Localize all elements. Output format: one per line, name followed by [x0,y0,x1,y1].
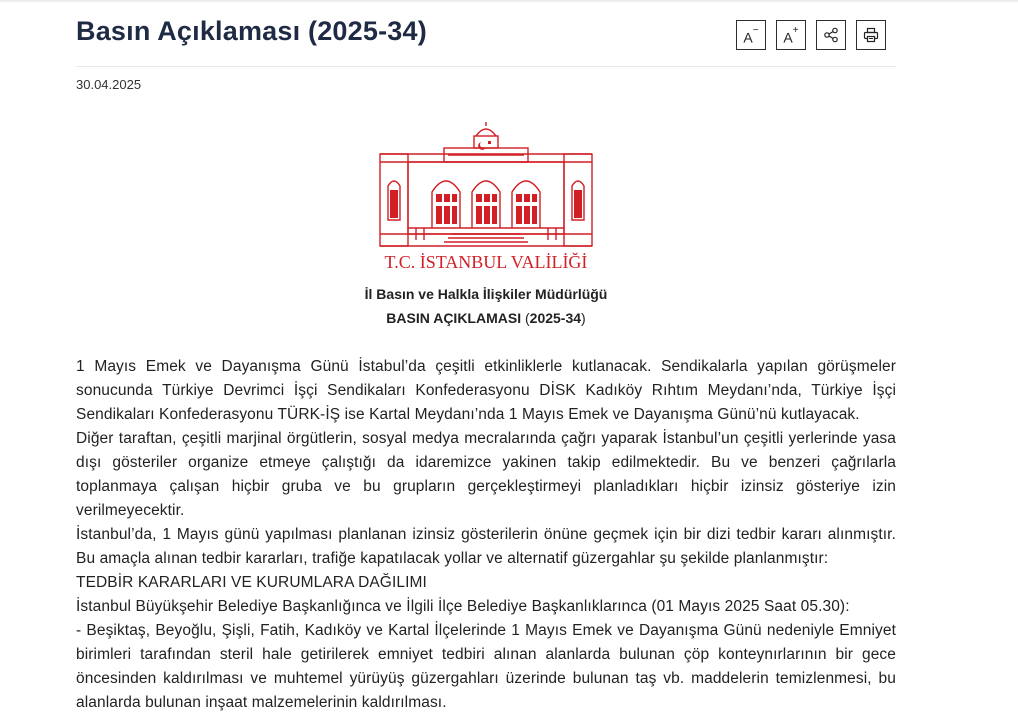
article [76,0,896,711]
statement-code: BASIN AÇIKLAMASI (2025-34) [386,310,586,326]
article-header [76,0,896,67]
font-decrease-icon: A− [743,24,759,46]
article-toolbar [736,20,886,50]
office-name: İl Basın ve Halkla İlişkiler Müdürlüğü [364,286,608,302]
font-increase-button[interactable] [776,20,806,50]
page-title: Basın Açıklaması (2025-34) [76,16,427,46]
print-button[interactable] [856,20,886,50]
paragraph: - Beşiktaş, Beyoğlu, Şişli, Fatih, Kadıköy ve Kartal İlçelerinde 1 Mayıs Emek ve Dayanışma Günü nedeniyle Emniyet birimleri tarafından steril hale getirilerek emniyet tedbiri alınan alanlarda bulunan çöp konteynırlarının bir gece öncesinden kaldırılması ve muhtemel yürüyüş güzergahları üzerinde bulunan taş vb. maddelerin temizlenmesi, bu alanlarda bulunan inşaat malzemelerinin kaldırılması. [76,622,896,711]
paragraph: 1 Mayıs Emek ve Dayanışma Günü İstabul’da çeşitli etkinliklerle kutlanacak. Sendikalarla yapılan görüşmeler sonucunda Türkiye Devrimci İşçi Sendikaları Konfederasyonu DİSK Kadıköy Rıhtım Meydanı’nda, Türkiye İşçi Sendikaları Konfederasyonu TÜRK-İŞ ise Kartal Meydanı’nda 1 Mayıs Emek ve Dayanışma Günü’nü kutlayacak. [76,358,896,423]
publish-date: 30.04.2025 [76,77,142,92]
paragraph: Diğer taraftan, çeşitli marjinal örgütlerin, sosyal medya mecralarında çağrı yaparak İstanbul’un çeşitli yerlerinde yasa dışı gösteriler organize etmeye çalıştığı da idaremizce yakinen takip edilmektedir. Bu ve benzeri çağrılarla toplanmaya çalışan hiçbir gruba ve bu grupların gerçekleştirmeyi planladıkları hiçbir izinsiz gösteriye izin verilmeyecektir. [76,430,896,519]
share-icon [823,27,839,43]
paragraph: İstanbul Büyükşehir Belediye Başkanlığınca ve İlgili İlçe Belediye Başkanlıklarınca (01 Mayıs 2025 Saat 05.30): [76,598,850,615]
share-button[interactable] [816,20,846,50]
article-body [76,355,896,715]
logo-wordmark: T.C. İSTANBUL VALİLİĞİ [384,252,588,272]
font-increase-icon: A+ [783,24,799,46]
font-decrease-button[interactable] [736,20,766,50]
printer-icon [863,27,879,43]
section-heading: TEDBİR KARARLARI VE KURUMLARA DAĞILIMI [76,574,427,591]
istanbul-governorship-logo [378,120,594,272]
paragraph: İstanbul’da, 1 Mayıs günü yapılması planlanan izinsiz gösterilerin önüne geçmek için bir dizi tedbir kararı alınmıştır. Bu amaçla alınan tedbir kararları, trafiğe kapatılacak yollar ve alternatif güzergahlar şu şekilde planlanmıştır: [76,526,896,567]
